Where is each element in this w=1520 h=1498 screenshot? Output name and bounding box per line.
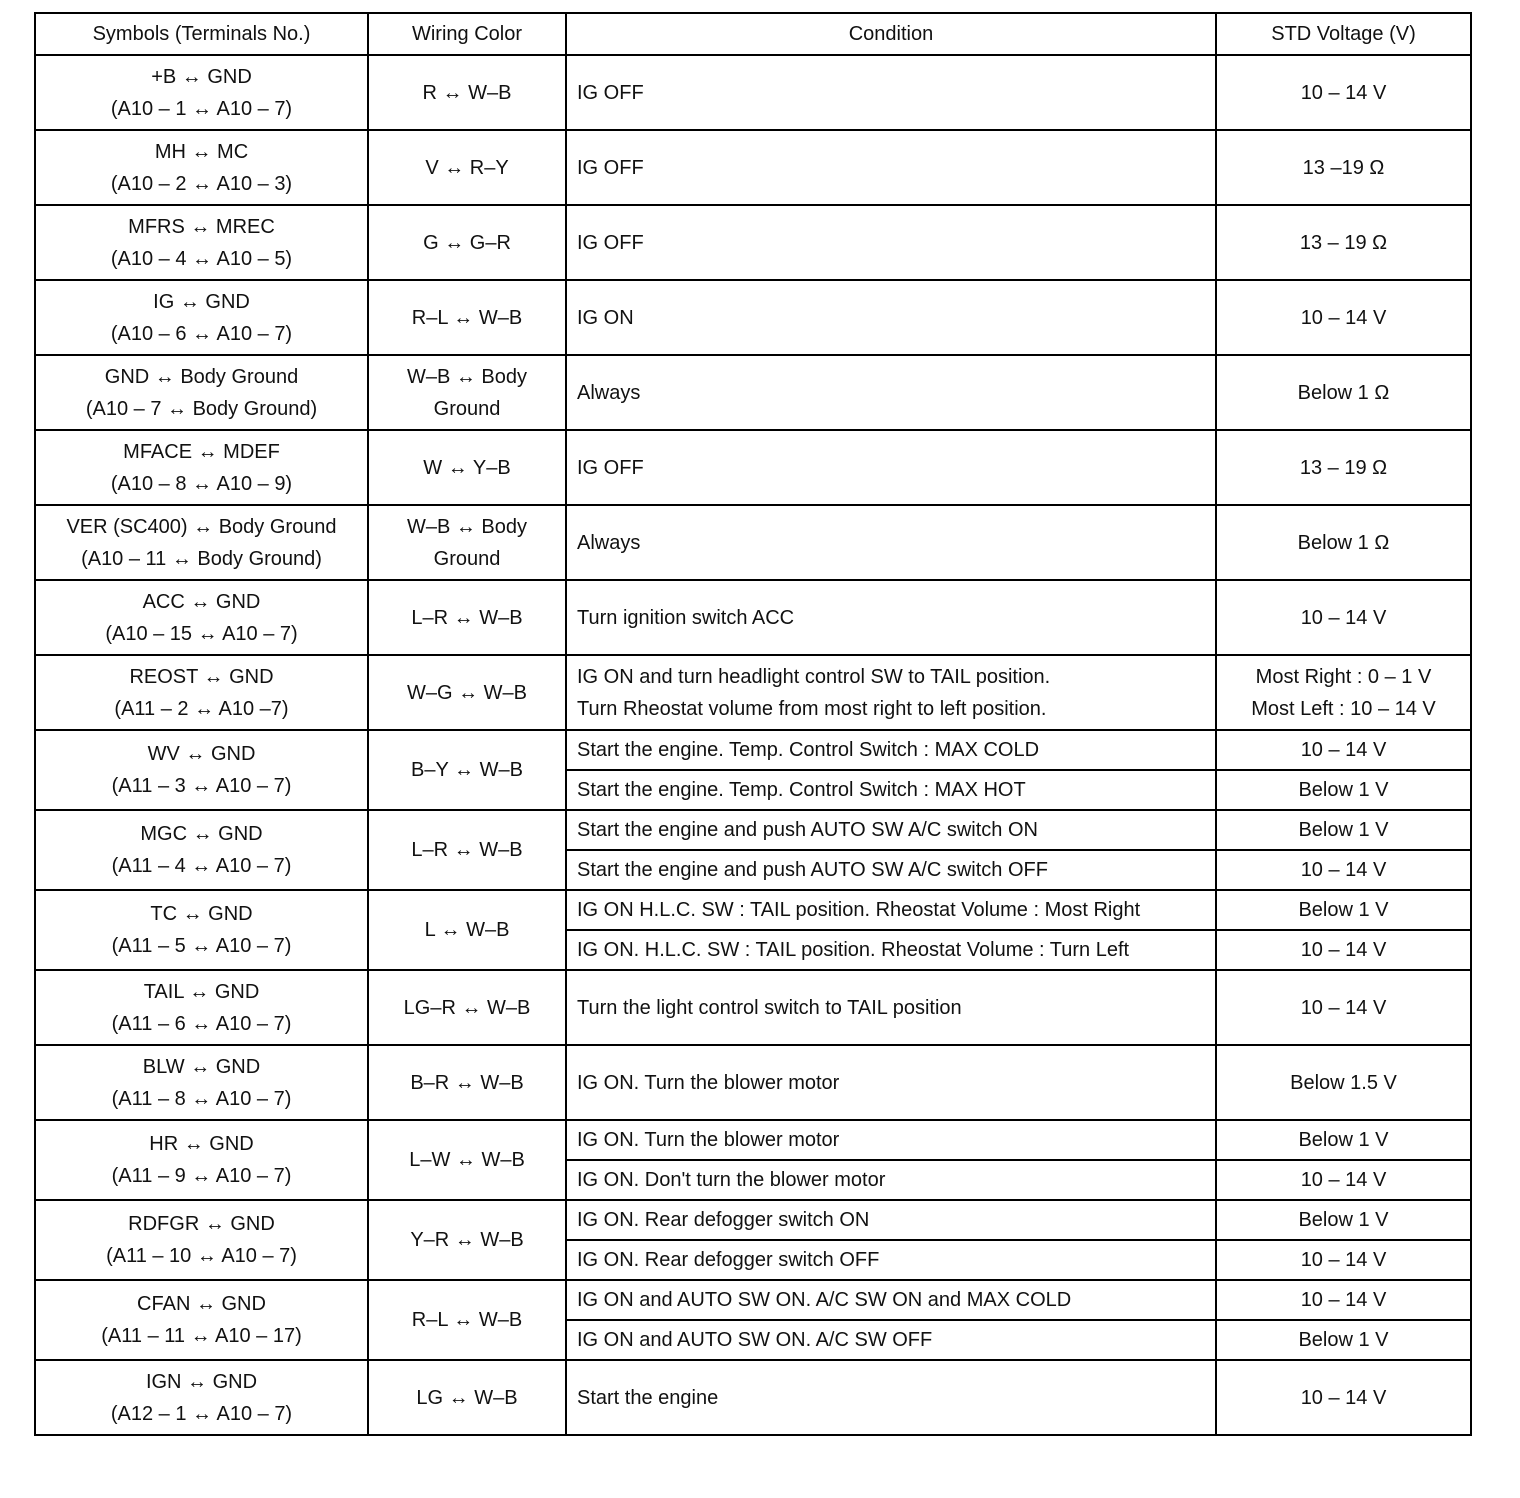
symbols-cell-line-2: (A11 – 3 ↔ A10 – 7) <box>111 775 292 797</box>
condition-cell-line-1: IG ON. Turn the blower motor <box>577 1071 840 1094</box>
condition-cell-line-2: Turn Rheostat volume from most right to left position. <box>577 697 1047 720</box>
std-voltage-cell-line-1: Below 1 V <box>1298 819 1389 841</box>
wiring-color-cell <box>368 280 566 355</box>
wiring-color-cell-line-1: W ↔ Y–B <box>423 456 511 479</box>
std-voltage-cell-line-1: 10 – 14 V <box>1300 939 1387 961</box>
std-voltage-cell-line-1: 10 – 14 V <box>1300 1249 1387 1271</box>
symbols-cell-line-2: (A11 – 8 ↔ A10 – 7) <box>111 1087 292 1110</box>
std-voltage-cell-line-1: 10 – 14 V <box>1300 1386 1387 1409</box>
condition-cell-line-1: Always <box>577 531 641 554</box>
symbols-cell-line-2: (A10 – 6 ↔ A10 – 7) <box>110 322 293 345</box>
condition-cell-line-1: Start the engine. Temp. Control Switch : MAX COLD <box>577 739 1040 761</box>
symbols-cell <box>35 655 368 730</box>
wiring-color-cell <box>368 730 566 810</box>
condition-cell <box>566 1320 1216 1360</box>
symbols-cell-line-2: (A11 – 6 ↔ A10 – 7) <box>111 1012 292 1035</box>
symbols-cell-line-1: MFRS ↔ MREC <box>128 215 275 238</box>
std-voltage-cell <box>1216 580 1471 655</box>
wiring-color-cell-line-1: R–L ↔ W–B <box>411 306 523 329</box>
wiring-color-cell <box>368 505 566 580</box>
condition-cell <box>566 430 1216 505</box>
wiring-color-cell-line-1: B–Y ↔ W–B <box>411 759 523 781</box>
std-voltage-cell-line-1: Below 1 V <box>1298 1129 1389 1151</box>
std-voltage-cell-line-1: 13 – 19 Ω <box>1299 456 1388 479</box>
symbols-cell <box>35 970 368 1045</box>
std-voltage-cell <box>1216 430 1471 505</box>
symbols-cell-line-2: (A11 – 4 ↔ A10 – 7) <box>111 855 292 877</box>
std-voltage-cell <box>1216 1240 1471 1280</box>
symbols-cell <box>35 1360 368 1435</box>
symbols-cell-line-2: (A10 – 8 ↔ A10 – 9) <box>110 472 293 495</box>
wiring-color-cell <box>368 205 566 280</box>
symbols-cell <box>35 1280 368 1360</box>
wiring-color-cell <box>368 1120 566 1200</box>
symbols-cell-line-1: RDFGR ↔ GND <box>128 1213 275 1235</box>
std-voltage-cell <box>1216 1280 1471 1320</box>
wiring-color-cell-line-1: V ↔ R–Y <box>425 156 509 179</box>
symbols-cell-line-2: (A11 – 5 ↔ A10 – 7) <box>111 935 292 957</box>
symbols-cell-line-2: (A10 – 7 ↔ Body Ground) <box>85 397 318 420</box>
std-voltage-cell <box>1216 1200 1471 1240</box>
condition-cell <box>566 280 1216 355</box>
std-voltage-cell-line-1: 10 – 14 V <box>1300 306 1387 329</box>
table-row <box>35 205 1471 280</box>
wiring-color-cell-line-1: G ↔ G–R <box>423 231 511 254</box>
condition-cell-line-1: IG ON <box>577 306 634 329</box>
condition-cell <box>566 890 1216 930</box>
condition-cell <box>566 970 1216 1045</box>
condition-cell <box>566 1240 1216 1280</box>
wiring-color-cell <box>368 580 566 655</box>
symbols-cell-line-2: (A10 – 4 ↔ A10 – 5) <box>110 247 293 270</box>
wiring-color-cell <box>368 810 566 890</box>
wiring-color-cell <box>368 430 566 505</box>
condition-cell <box>566 850 1216 890</box>
std-voltage-cell <box>1216 970 1471 1045</box>
symbols-cell-line-1: GND ↔ Body Ground <box>104 365 299 388</box>
condition-cell <box>566 1160 1216 1200</box>
table-row <box>35 730 1471 770</box>
header-std-voltage: STD Voltage (V) <box>1216 13 1471 55</box>
table-row <box>35 355 1471 430</box>
wiring-color-cell <box>368 55 566 130</box>
symbols-cell-line-2: (A10 – 15 ↔ A10 – 7) <box>105 622 298 645</box>
table-row <box>35 970 1471 1045</box>
symbols-cell-line-1: TC ↔ GND <box>150 903 253 925</box>
header-symbols: Symbols (Terminals No.) <box>35 13 368 55</box>
std-voltage-cell <box>1216 280 1471 355</box>
std-voltage-cell-line-1: Below 1 Ω <box>1297 381 1390 404</box>
wiring-color-cell-line-1: W–G ↔ W–B <box>406 681 527 704</box>
wiring-color-cell-line-2: Ground <box>433 397 501 420</box>
condition-cell <box>566 810 1216 850</box>
symbols-cell-line-1: BLW ↔ GND <box>142 1055 261 1078</box>
std-voltage-cell <box>1216 355 1471 430</box>
std-voltage-cell <box>1216 810 1471 850</box>
std-voltage-cell-line-1: Below 1 V <box>1298 899 1389 921</box>
wiring-color-cell <box>368 655 566 730</box>
std-voltage-cell <box>1216 1320 1471 1360</box>
std-voltage-cell-line-1: 10 – 14 V <box>1300 606 1387 629</box>
wiring-color-cell-line-1: L ↔ W–B <box>424 919 510 941</box>
table-row <box>35 1200 1471 1240</box>
condition-cell-line-1: IG ON and turn headlight control SW to TAIL position. <box>577 665 1051 688</box>
symbols-cell-line-1: REOST ↔ GND <box>129 665 274 688</box>
condition-cell-line-1: IG OFF <box>577 231 644 254</box>
wiring-color-cell-line-1: Y–R ↔ W–B <box>410 1229 524 1251</box>
condition-cell-line-1: IG OFF <box>577 156 644 179</box>
symbols-cell-line-1: IGN ↔ GND <box>145 1370 258 1393</box>
table-row <box>35 1280 1471 1320</box>
condition-cell <box>566 1045 1216 1120</box>
wiring-color-cell <box>368 355 566 430</box>
header-condition: Condition <box>566 13 1216 55</box>
symbols-cell-line-2: (A10 – 1 ↔ A10 – 7) <box>110 97 293 120</box>
std-voltage-cell-line-1: Below 1 V <box>1298 779 1389 801</box>
condition-cell <box>566 1280 1216 1320</box>
symbols-cell <box>35 280 368 355</box>
std-voltage-cell-line-2: Most Left : 10 – 14 V <box>1251 697 1436 720</box>
condition-cell-line-1: Always <box>577 381 641 404</box>
wiring-color-cell-line-1: LG ↔ W–B <box>416 1386 518 1409</box>
condition-cell-line-1: IG ON H.L.C. SW : TAIL position. Rheostat Volume : Most Right <box>577 899 1141 921</box>
std-voltage-cell <box>1216 1045 1471 1120</box>
table-row <box>35 890 1471 930</box>
condition-cell <box>566 205 1216 280</box>
condition-cell-line-1: IG ON. Turn the blower motor <box>577 1129 840 1151</box>
symbols-cell <box>35 1120 368 1200</box>
condition-cell <box>566 55 1216 130</box>
std-voltage-cell <box>1216 1120 1471 1160</box>
condition-cell-line-1: IG ON and AUTO SW ON. A/C SW ON and MAX COLD <box>577 1289 1072 1311</box>
std-voltage-cell-line-1: 10 – 14 V <box>1300 859 1387 881</box>
wiring-color-cell-line-1: L–W ↔ W–B <box>409 1149 525 1171</box>
wiring-color-cell-line-2: Ground <box>433 547 501 570</box>
condition-cell-line-1: Start the engine. Temp. Control Switch : MAX HOT <box>577 779 1026 801</box>
table-row <box>35 655 1471 730</box>
condition-cell <box>566 1120 1216 1160</box>
symbols-cell <box>35 430 368 505</box>
table-row <box>35 430 1471 505</box>
terminal-voltage-table <box>34 12 1472 1436</box>
condition-cell <box>566 505 1216 580</box>
symbols-cell-line-2: (A11 – 10 ↔ A10 – 7) <box>106 1245 297 1267</box>
condition-cell <box>566 930 1216 970</box>
table-row <box>35 280 1471 355</box>
std-voltage-cell <box>1216 1160 1471 1200</box>
wiring-color-cell-line-1: W–B ↔ Body <box>406 515 528 538</box>
condition-cell-line-1: Start the engine and push AUTO SW A/C switch ON <box>577 819 1038 841</box>
symbols-cell-line-1: MGC ↔ GND <box>140 823 263 845</box>
wiring-color-cell-line-1: W–B ↔ Body <box>406 365 528 388</box>
symbols-cell <box>35 730 368 810</box>
wiring-color-cell-line-1: L–R ↔ W–B <box>411 606 523 629</box>
condition-cell <box>566 1360 1216 1435</box>
condition-cell-line-1: IG ON and AUTO SW ON. A/C SW OFF <box>577 1329 933 1351</box>
table-row <box>35 505 1471 580</box>
std-voltage-cell-line-1: Below 1 Ω <box>1297 531 1390 554</box>
wiring-color-cell <box>368 1360 566 1435</box>
symbols-cell <box>35 890 368 970</box>
wiring-color-cell <box>368 1200 566 1280</box>
condition-cell <box>566 1200 1216 1240</box>
symbols-cell <box>35 355 368 430</box>
condition-cell-line-1: IG ON. Rear defogger switch ON <box>577 1209 870 1231</box>
wiring-color-cell <box>368 1280 566 1360</box>
std-voltage-cell-line-1: 13 –19 Ω <box>1302 156 1385 179</box>
std-voltage-cell <box>1216 205 1471 280</box>
wiring-color-cell-line-1: LG–R ↔ W–B <box>403 996 531 1019</box>
std-voltage-cell-line-1: 10 – 14 V <box>1300 739 1387 761</box>
symbols-cell-line-1: WV ↔ GND <box>147 743 256 765</box>
std-voltage-cell <box>1216 655 1471 730</box>
std-voltage-cell <box>1216 850 1471 890</box>
symbols-cell <box>35 810 368 890</box>
wiring-color-cell <box>368 1045 566 1120</box>
condition-cell-line-1: Start the engine <box>577 1386 719 1409</box>
std-voltage-cell-line-1: 10 – 14 V <box>1300 996 1387 1019</box>
std-voltage-cell-line-1: Below 1 V <box>1298 1329 1389 1351</box>
symbols-cell-line-2: (A11 – 11 ↔ A10 – 17) <box>101 1325 302 1347</box>
condition-cell <box>566 355 1216 430</box>
symbols-cell-line-1: ACC ↔ GND <box>142 590 261 613</box>
wiring-color-cell-line-1: R ↔ W–B <box>422 81 512 104</box>
std-voltage-cell <box>1216 890 1471 930</box>
wiring-color-cell <box>368 130 566 205</box>
condition-cell <box>566 770 1216 810</box>
table-row <box>35 55 1471 130</box>
std-voltage-cell-line-1: 10 – 14 V <box>1300 1169 1387 1191</box>
table-row <box>35 1045 1471 1120</box>
table-row <box>35 1120 1471 1160</box>
symbols-cell <box>35 505 368 580</box>
symbols-cell <box>35 1045 368 1120</box>
condition-cell-line-1: IG ON. Don't turn the blower motor <box>577 1169 886 1191</box>
wiring-color-cell <box>368 970 566 1045</box>
wiring-color-cell-line-1: B–R ↔ W–B <box>410 1071 524 1094</box>
symbols-cell <box>35 130 368 205</box>
condition-cell <box>566 655 1216 730</box>
symbols-cell-line-1: MFACE ↔ MDEF <box>123 440 280 463</box>
condition-cell <box>566 730 1216 770</box>
header-wiring-color: Wiring Color <box>368 13 566 55</box>
condition-cell-line-1: IG ON. H.L.C. SW : TAIL position. Rheostat Volume : Turn Left <box>577 939 1130 961</box>
std-voltage-cell-line-1: 10 – 14 V <box>1300 81 1387 104</box>
std-voltage-cell <box>1216 55 1471 130</box>
std-voltage-cell <box>1216 130 1471 205</box>
symbols-cell-line-2: (A10 – 2 ↔ A10 – 3) <box>110 172 293 195</box>
symbols-cell-line-2: (A12 – 1 ↔ A10 – 7) <box>110 1402 293 1425</box>
condition-cell-line-1: IG ON. Rear defogger switch OFF <box>577 1249 880 1271</box>
condition-cell <box>566 580 1216 655</box>
symbols-cell-line-1: VER (SC400) ↔ Body Ground <box>66 515 337 538</box>
symbols-cell-line-1: +B ↔ GND <box>151 65 252 88</box>
std-voltage-cell-line-1: Below 1 V <box>1298 1209 1389 1231</box>
std-voltage-cell <box>1216 730 1471 770</box>
symbols-cell-line-2: (A10 – 11 ↔ Body Ground) <box>81 547 322 570</box>
symbols-cell <box>35 580 368 655</box>
condition-cell-line-1: Start the engine and push AUTO SW A/C switch OFF <box>577 859 1048 881</box>
symbols-cell-line-1: TAIL ↔ GND <box>143 980 260 1003</box>
table-row <box>35 580 1471 655</box>
std-voltage-cell <box>1216 1360 1471 1435</box>
table-row <box>35 1360 1471 1435</box>
condition-cell-line-1: Turn ignition switch ACC <box>577 606 795 629</box>
condition-cell <box>566 130 1216 205</box>
symbols-cell <box>35 55 368 130</box>
wiring-color-cell <box>368 890 566 970</box>
header-row <box>35 13 1471 55</box>
symbols-cell-line-1: MH ↔ MC <box>154 140 249 163</box>
wiring-color-cell-line-1: L–R ↔ W–B <box>411 839 523 861</box>
wiring-color-cell-line-1: R–L ↔ W–B <box>411 1309 523 1331</box>
std-voltage-cell-line-1: 10 – 14 V <box>1300 1289 1387 1311</box>
condition-cell-line-1: Turn the light control switch to TAIL position <box>577 996 962 1019</box>
symbols-cell-line-1: CFAN ↔ GND <box>137 1293 266 1315</box>
std-voltage-cell <box>1216 770 1471 810</box>
symbols-cell-line-2: (A11 – 2 ↔ A10 –7) <box>114 697 289 720</box>
condition-cell-line-1: IG OFF <box>577 81 644 104</box>
condition-cell-line-1: IG OFF <box>577 456 644 479</box>
symbols-cell <box>35 205 368 280</box>
symbols-cell <box>35 1200 368 1280</box>
std-voltage-cell-line-1: Below 1.5 V <box>1290 1071 1397 1094</box>
table-row <box>35 130 1471 205</box>
symbols-cell-line-2: (A11 – 9 ↔ A10 – 7) <box>111 1165 292 1187</box>
std-voltage-cell-line-1: Most Right : 0 – 1 V <box>1255 665 1432 688</box>
std-voltage-cell <box>1216 930 1471 970</box>
symbols-cell-line-1: IG ↔ GND <box>153 290 250 313</box>
std-voltage-cell <box>1216 505 1471 580</box>
symbols-cell-line-1: HR ↔ GND <box>149 1133 254 1155</box>
std-voltage-cell-line-1: 13 – 19 Ω <box>1299 231 1388 254</box>
table-row <box>35 810 1471 850</box>
